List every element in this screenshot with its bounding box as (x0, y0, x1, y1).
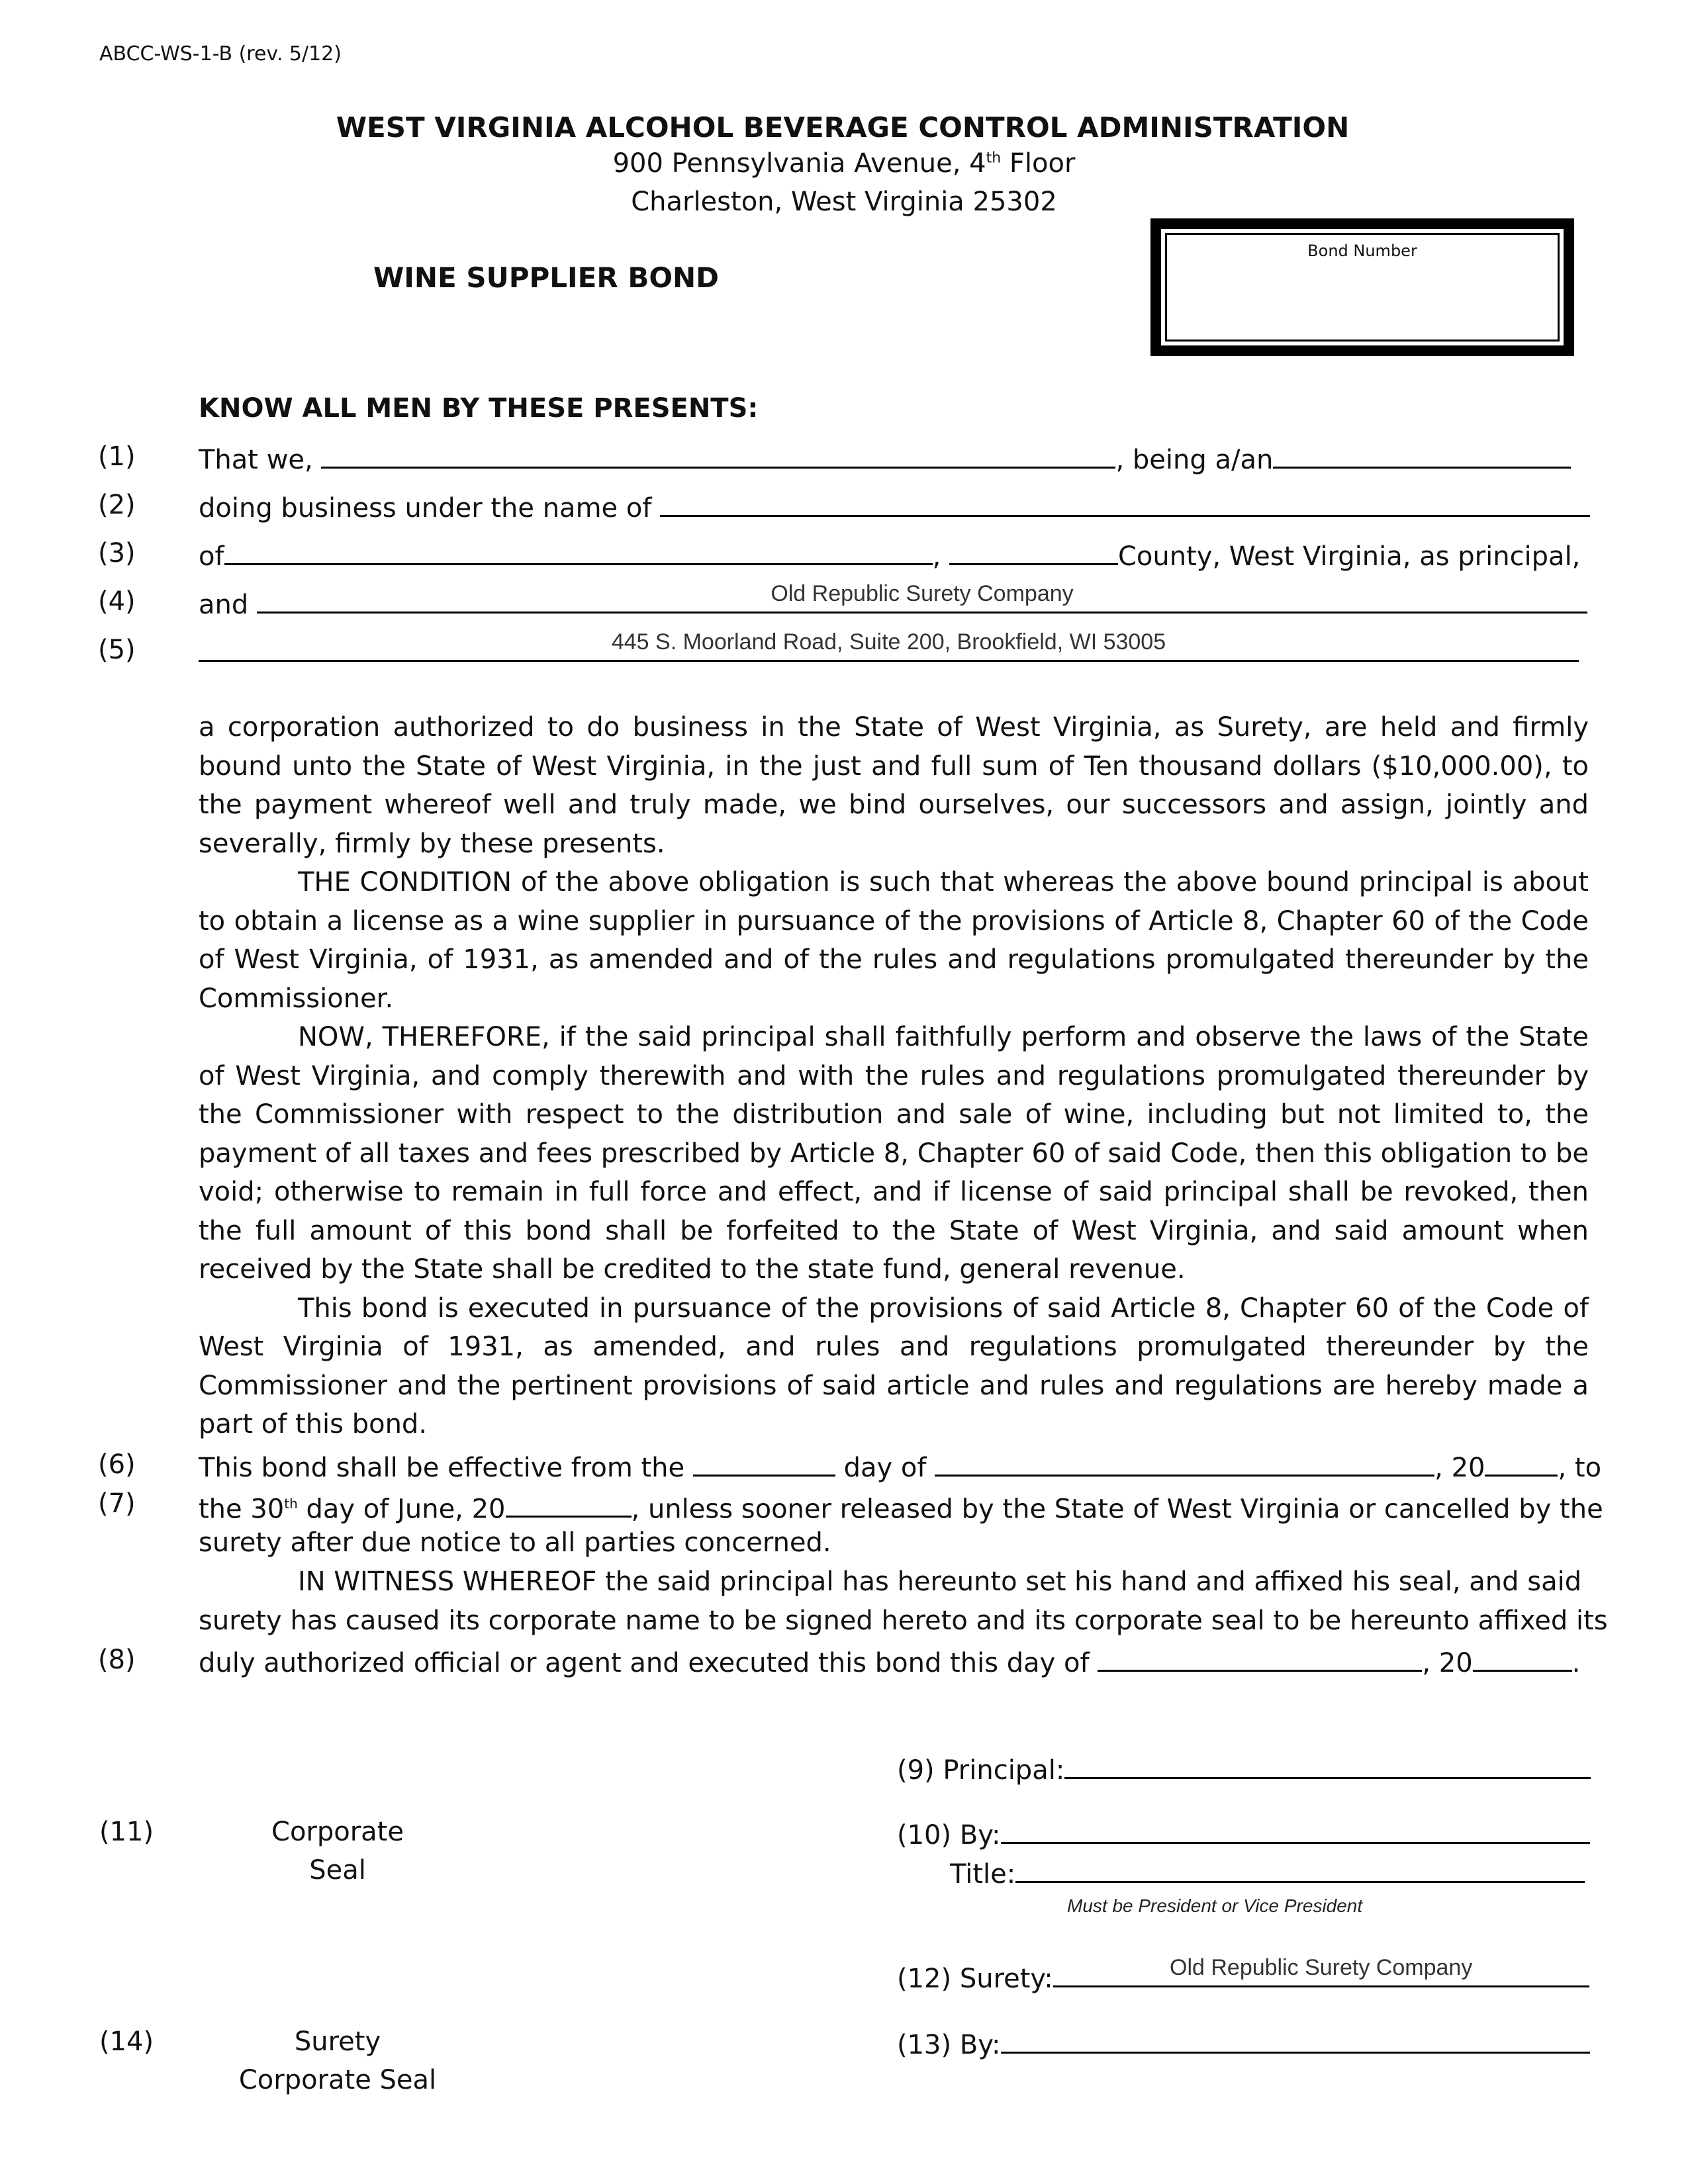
line-8-year-prefix: , 20 (1422, 1648, 1473, 1678)
by-13-signature-field[interactable] (1001, 2025, 1590, 2054)
line-2 (199, 488, 1590, 525)
entity-type-field[interactable] (1273, 440, 1571, 469)
seal-11-number: (11) (99, 1817, 154, 1847)
agency-name: WEST VIRGINIA ALCOHOL BEVERAGE CONTROL ADMINISTRATION (336, 111, 1350, 144)
line-3-post: County, West Virginia, as principal, (1118, 541, 1581, 572)
line-1-mid: , being a/an (1115, 445, 1274, 475)
line-6-year-prefix: , 20 (1434, 1453, 1485, 1483)
witness-line-1: IN WITNESS WHEREOF the said principal has hereunto set his hand and affixed his seal, and said (298, 1567, 1582, 1597)
title-field[interactable] (1015, 1854, 1585, 1883)
surety-seal-label-1: Surety (294, 2026, 381, 2057)
address-line1-post: Floor (1001, 148, 1076, 179)
bond-number-box-inner (1165, 233, 1560, 341)
line-6 (199, 1448, 1601, 1484)
line-1-label: That we, (199, 445, 313, 475)
effective-month-field[interactable] (935, 1448, 1434, 1477)
corporate-seal-label-2: Seal (309, 1855, 366, 1886)
by-10-signature-field[interactable] (1001, 1815, 1590, 1844)
seal-14-number: (14) (99, 2026, 154, 2057)
line-2-label: doing business under the name of (199, 493, 652, 523)
bond-number-label: Bond Number (1307, 242, 1417, 260)
by-10-label: (10) By: (897, 1820, 1001, 1850)
execution-year-field[interactable] (1473, 1643, 1572, 1672)
expiration-year-field[interactable] (506, 1489, 632, 1518)
line-3-sep: , (932, 541, 941, 572)
paragraph-executed: This bond is executed in pursuance of the provisions of said Article 8, Chapter 60 of the Code of West Virginia of 1931, as amended, and rules and regulations promulgated thereunder by the Commissioner and the pertinent provisions of said article and rules and regulations are hereby made a part of this bond. (199, 1293, 1589, 1439)
principal-address-field[interactable] (224, 537, 933, 565)
surety-name-field[interactable] (257, 581, 1587, 614)
execution-date-field[interactable] (1098, 1643, 1422, 1672)
intro-heading: KNOW ALL MEN BY THESE PRESENTS: (199, 393, 759, 424)
line-6-post: , to (1558, 1453, 1602, 1483)
line-6-mid: day of (843, 1453, 927, 1483)
by-13-label: (13) By: (897, 2030, 1001, 2060)
line-number-6: (6) (98, 1449, 136, 1480)
line-1 (199, 440, 1571, 477)
address-line1-superscript: th (986, 150, 1002, 167)
line-4-label: and (199, 590, 249, 620)
surety-signature-row (897, 1955, 1589, 1995)
line-7-label: the 30 (199, 1494, 285, 1525)
line-8-label: duly authorized official or agent and executed this bond this day of (199, 1648, 1090, 1678)
line-number-1: (1) (98, 441, 136, 472)
principal-signature-row (897, 1751, 1591, 1787)
surety-address-value: 445 S. Moorland Road, Suite 200, Brookfield, WI 53005 (611, 629, 1166, 655)
surety-signature-field[interactable] (1053, 1955, 1589, 1987)
by-10-row (897, 1815, 1590, 1852)
surety-label: (12) Surety: (897, 1964, 1053, 1994)
surety-seal-label-2: Corporate Seal (238, 2065, 437, 2095)
title-label: Title: (950, 1859, 1016, 1889)
corporate-seal-area (252, 1813, 424, 1889)
line-7-continued: surety after due notice to all parties concerned. (199, 1527, 831, 1558)
line-8 (199, 1643, 1580, 1680)
line-number-4: (4) (98, 586, 136, 617)
line-3 (199, 537, 1580, 573)
line-6-label: This bond shall be effective from the (199, 1453, 685, 1483)
corporate-seal-label-1: Corporate (271, 1817, 404, 1847)
agency-address-line2: Charleston, West Virginia 25302 (631, 187, 1057, 217)
surety-name-value: Old Republic Surety Company (771, 581, 1074, 606)
effective-day-field[interactable] (693, 1448, 835, 1477)
witness-line-2: surety has caused its corporate name to be signed hereto and its corporate seal to be hereunto affixed its (199, 1606, 1608, 1636)
surety-signature-value: Old Republic Surety Company (1170, 1955, 1473, 1980)
by-13-row (897, 2025, 1590, 2062)
line-3-label: of (199, 541, 224, 572)
line-7-post: , unless sooner released by the State of West Virginia or cancelled by the (631, 1494, 1603, 1525)
principal-label: (9) Principal: (897, 1755, 1065, 1786)
principal-name-field[interactable] (321, 440, 1115, 469)
surety-corporate-seal-area (218, 2023, 457, 2099)
bond-body (199, 708, 1589, 1444)
form-id: ABCC-WS-1-B (rev. 5/12) (99, 42, 342, 66)
paragraph-surety: a corporation authorized to do business in the State of West Virginia, as Surety, are held and firmly bound unto the State of West Virginia, in the just and full sum of Ten thousand dollars ($10,000.00), to the payment whereof well and truly made, we bind ourselves, our successors and assign, jointly and severally, firmly by these presents. (199, 712, 1589, 859)
title-note: Must be President or Vice President (1067, 1895, 1363, 1916)
paragraph-now-therefore: NOW, THEREFORE, if the said principal shall faithfully perform and observe the laws of the State of West Virginia, and comply therewith and with the rules and regulations promulgated thereunder by the Commissioner with respect to the distribution and sale of wine, including but not limited to, the payment of all taxes and fees prescribed by Article 8, Chapter 60 of said Code, then this obligation to be void; otherwise to remain in full force and effect, and if license of said principal shall be revoked, then the full amount of this bond shall be forfeited to the State of West Virginia, and said amount when received by the State shall be credited to the state fund, general revenue. (199, 1022, 1589, 1285)
line-7-mid: day of June, 20 (297, 1494, 506, 1525)
dba-name-field[interactable] (660, 488, 1590, 517)
agency-address-line1 (0, 148, 1688, 179)
bond-number-box[interactable] (1150, 218, 1574, 356)
address-line1-text: 900 Pennsylvania Avenue, 4 (612, 148, 986, 179)
document-title: WINE SUPPLIER BOND (373, 261, 720, 294)
line-number-8: (8) (98, 1645, 136, 1675)
line-8-post: . (1571, 1648, 1581, 1678)
surety-address-field[interactable] (199, 629, 1579, 662)
line-number-2: (2) (98, 490, 136, 520)
line-7 (199, 1487, 1603, 1525)
line-number-7: (7) (98, 1488, 136, 1519)
line-5 (199, 629, 1579, 670)
paragraph-condition: THE CONDITION of the above obligation is such that whereas the above bound principal is about to obtain a license as a wine supplier in pursuance of the provisions of Article 8, Chapter 60 of the Code of West Virginia, of 1931, as amended and of the rules and regulations promulgated thereunder by the Commissioner. (199, 867, 1589, 1014)
line-4 (199, 581, 1587, 621)
line-number-3: (3) (98, 538, 136, 569)
effective-year-field[interactable] (1485, 1448, 1558, 1477)
title-row (950, 1854, 1585, 1891)
line-number-5: (5) (98, 635, 136, 665)
county-field[interactable] (949, 537, 1118, 565)
principal-signature-field[interactable] (1064, 1751, 1591, 1779)
line-7-superscript: th (284, 1496, 298, 1512)
